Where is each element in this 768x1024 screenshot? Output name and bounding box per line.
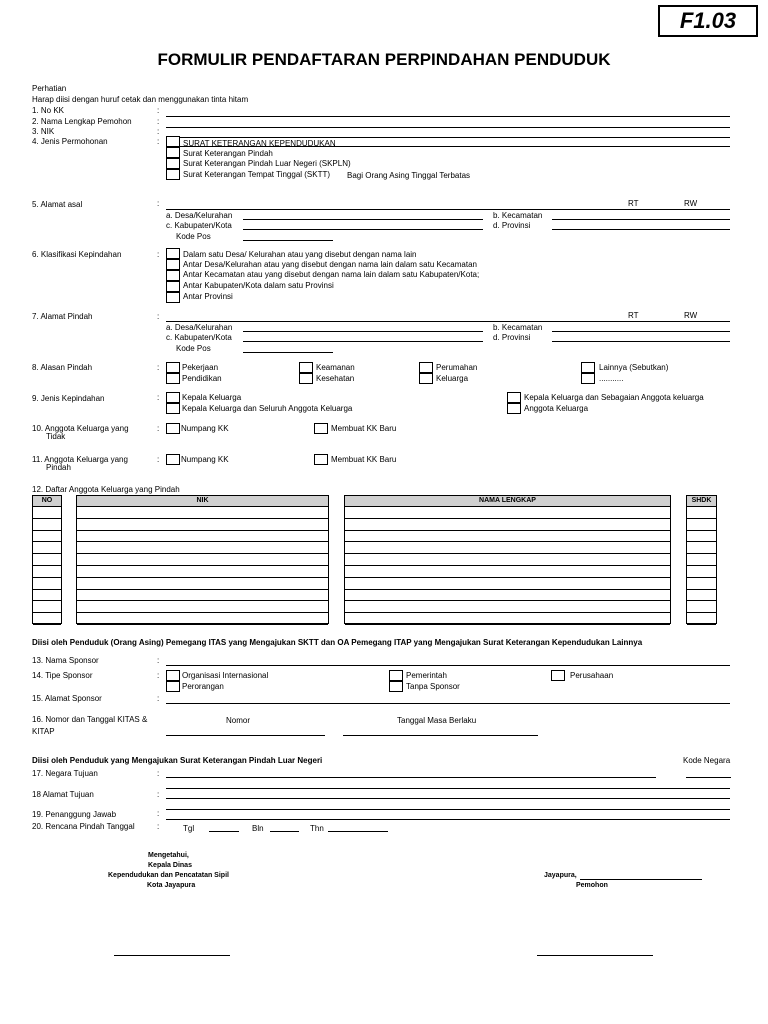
field-label-daftar-anggota: 12. Daftar Anggota Keluarga yang Pindah [32, 485, 180, 494]
checkbox-anggota[interactable] [507, 403, 521, 414]
table-header-no: NO [33, 496, 61, 507]
notice-label: Perhatian [32, 84, 67, 93]
table-row[interactable] [33, 600, 61, 601]
provinsi-input[interactable] [552, 229, 730, 230]
option-label: Antar Provinsi [183, 292, 233, 301]
checkbox-perumahan[interactable] [419, 362, 433, 373]
table-row[interactable] [77, 624, 328, 625]
kecamatan-input[interactable] [552, 219, 730, 220]
option-label: Pendidikan [182, 374, 222, 383]
checkbox-pekerjaan[interactable] [166, 362, 180, 373]
signature-line-kepala-dinas[interactable] [114, 955, 230, 956]
colon: : [157, 199, 160, 208]
field-label-nama-pemohon: 2. Nama Lengkap Pemohon [32, 117, 132, 126]
colon: : [157, 694, 160, 703]
kode-pos-label: Kode Pos [176, 232, 211, 241]
negara-tujuan-input[interactable] [166, 777, 656, 778]
colon: : [157, 809, 160, 818]
checkbox-klasifikasi-4[interactable] [166, 281, 180, 292]
table-row[interactable] [77, 565, 328, 566]
section-abroad-heading: Diisi oleh Penduduk yang Mengajukan Surat Keterangan Pindah Luar Negeri [32, 756, 323, 765]
checkbox-klasifikasi-2[interactable] [166, 259, 180, 270]
option-label: Kesehatan [316, 374, 355, 383]
option-label: Lainnya (Sebutkan) [599, 363, 669, 372]
tanggal-label: Tanggal Masa Berlaku [397, 716, 477, 725]
table-row[interactable] [33, 553, 61, 554]
alamat-tujuan-input[interactable] [166, 788, 730, 789]
checkbox-perusahaan[interactable] [551, 670, 565, 681]
checkbox-keluarga[interactable] [419, 373, 433, 384]
colon: : [157, 671, 160, 680]
option-label: Surat Keterangan Tempat Tinggal (SKTT) [183, 170, 331, 179]
nama-sponsor-input[interactable] [166, 665, 730, 666]
table-row[interactable] [345, 565, 670, 566]
nomor-label: Nomor [226, 716, 251, 725]
provinsi-label: d. Provinsi [493, 221, 531, 230]
checkbox-perorangan[interactable] [166, 681, 180, 692]
bln-input[interactable] [270, 831, 299, 832]
option-label: Keamanan [316, 363, 355, 372]
field-label-kitap: KITAP [32, 727, 55, 736]
alamat-pindah-input[interactable] [166, 321, 730, 322]
table-row[interactable] [687, 565, 716, 566]
table-row[interactable] [345, 553, 670, 554]
desa-input[interactable] [243, 331, 483, 332]
table-row[interactable] [33, 541, 61, 542]
table-row[interactable] [77, 553, 328, 554]
kode-negara-input[interactable] [686, 777, 731, 778]
field-label-anggota-pindah-2: Pindah [46, 463, 71, 472]
option-label: Tanpa Sponsor [406, 682, 460, 691]
checkbox-pemerintah[interactable] [389, 670, 403, 681]
table-row[interactable] [345, 624, 670, 625]
section-foreign-heading: Diisi oleh Penduduk (Orang Asing) Pemegang ITAS yang Mengajukan SKTT dan OA Pemegang ITAP yang Mengajukan Surat Keterangan Kependudukan Lainnya [32, 638, 643, 647]
colon: : [157, 769, 160, 778]
table-row[interactable] [345, 600, 670, 601]
table-row[interactable] [687, 518, 716, 519]
field-label-klasifikasi: 6. Klasifikasi Kepindahan [32, 250, 122, 259]
alamat-tujuan-input-2[interactable] [166, 798, 730, 799]
kitas-nomor-input[interactable] [166, 735, 325, 736]
checkbox-organisasi[interactable] [166, 670, 180, 681]
option-label: Dalam satu Desa/ Kelurahan atau yang disebut dengan nama lain [183, 250, 417, 259]
table-header-shdk: SHDK [687, 496, 716, 507]
table-row[interactable] [33, 624, 61, 625]
field-label-alamat-tujuan: 18 Alamat Tujuan [32, 790, 94, 799]
table-row[interactable] [345, 518, 670, 519]
option-label: Pemerintah [406, 671, 447, 680]
table-header-nama: NAMA LENGKAP [345, 496, 670, 507]
desa-label: a. Desa/Kelurahan [166, 323, 233, 332]
checkbox-numpang-kk-2[interactable] [166, 454, 180, 465]
kode-pos-input[interactable] [243, 352, 333, 353]
table-header-nik: NIK [77, 496, 328, 507]
field-label-negara-tujuan: 17. Negara Tujuan [32, 769, 98, 778]
kecamatan-label: b. Kecamatan [493, 323, 543, 332]
table-row[interactable] [687, 600, 716, 601]
checkbox-klasifikasi-1[interactable] [166, 248, 180, 259]
table-row[interactable] [687, 612, 716, 613]
kitas-tanggal-input[interactable] [343, 735, 538, 736]
field-label-no-kk: 1. No KK [32, 106, 65, 115]
sign-date-input[interactable] [580, 879, 702, 880]
sign-left-line-2: Kepala Dinas [148, 862, 192, 869]
table-row[interactable] [77, 600, 328, 601]
checkbox-skp[interactable] [166, 147, 180, 158]
desa-label: a. Desa/Kelurahan [166, 211, 233, 220]
colon: : [157, 656, 160, 665]
kode-negara-label: Kode Negara [683, 756, 731, 765]
checkbox-skpln[interactable] [166, 158, 180, 169]
notice-instruction: Harap diisi dengan huruf cetak dan menggunakan tinta hitam [32, 95, 249, 104]
kabupaten-label: c. Kabupaten/Kota [166, 221, 232, 230]
kabupaten-input[interactable] [243, 229, 483, 230]
checkbox-kk-seluruh[interactable] [166, 403, 180, 414]
option-label: Kepala Keluarga [182, 393, 242, 402]
checkbox-tanpa-sponsor[interactable] [389, 681, 403, 692]
checkbox-kesehatan[interactable] [299, 373, 313, 384]
colon: : [157, 137, 160, 146]
colon: : [157, 790, 160, 799]
penanggung-jawab-input-2[interactable] [166, 819, 730, 820]
table-row[interactable] [687, 541, 716, 542]
tgl-label: Tgl [183, 824, 195, 833]
field-label-jenis-permohonan: 4. Jenis Permohonan [32, 137, 108, 146]
colon: : [157, 127, 160, 136]
table-row[interactable] [687, 624, 716, 625]
option-label: Antar Kabupaten/Kota dalam satu Provinsi [183, 281, 334, 290]
field-label-anggota-pindah: 11. Anggota Keluarga yang [32, 455, 128, 464]
table-row[interactable] [77, 541, 328, 542]
option-label: Kepala Keluarga dan Sebagaian Anggota keluarga [524, 393, 704, 402]
sign-place: Jayapura, [544, 872, 577, 879]
field-label-anggota-tidak-2: Tidak [46, 432, 66, 441]
option-label: Numpang KK [181, 455, 229, 464]
colon: : [157, 455, 160, 464]
field-label-jenis-kepindahan: 9. Jenis Kepindahan [32, 394, 105, 403]
field-label-anggota-tidak: 10. Anggota Keluarga yang [32, 424, 129, 433]
table-row[interactable] [33, 530, 61, 531]
table-row[interactable] [345, 530, 670, 531]
checkbox-kk-baru[interactable] [314, 423, 328, 434]
table-col-shdk [686, 495, 717, 624]
kode-pos-label: Kode Pos [176, 344, 211, 353]
alamat-sponsor-input[interactable] [166, 703, 730, 704]
field-label-nik: 3. NIK [32, 127, 55, 136]
colon: : [157, 424, 160, 433]
table-row[interactable] [687, 577, 716, 578]
table-row[interactable] [33, 565, 61, 566]
form-code: F1.03 [658, 5, 758, 37]
rw-label: RW [684, 311, 698, 320]
option-label: Bagi Orang Asing Tinggal Terbatas [347, 171, 471, 180]
option-label: Antar Kecamatan atau yang disebut dengan nama lain dalam satu Kabupaten/Kota; [183, 270, 480, 279]
checkbox-numpang-kk[interactable] [166, 423, 180, 434]
tgl-input[interactable] [209, 831, 239, 832]
sign-role-pemohon: Pemohon [576, 882, 608, 889]
option-label: Anggota Keluarga [524, 404, 589, 413]
option-label: Surat Keterangan Pindah Luar Negeri (SKPLN) [183, 159, 351, 168]
provinsi-input[interactable] [552, 341, 730, 342]
field-label-alamat-asal: 5. Alamat asal [32, 200, 83, 209]
thn-input[interactable] [328, 831, 388, 832]
kode-pos-input[interactable] [243, 240, 333, 241]
colon: : [157, 250, 160, 259]
desa-input[interactable] [243, 219, 483, 220]
thn-label: Thn [310, 824, 324, 833]
checkbox-kk-sebagian[interactable] [507, 392, 521, 403]
checkbox-kk-baru-2[interactable] [314, 454, 328, 465]
checkbox-klasifikasi-3[interactable] [166, 270, 180, 281]
rt-label: RT [628, 311, 639, 320]
checkbox-pendidikan[interactable] [166, 373, 180, 384]
table-row[interactable] [33, 518, 61, 519]
nik-input[interactable] [166, 137, 730, 138]
checkbox-sktt[interactable] [166, 169, 180, 180]
kecamatan-label: b. Kecamatan [493, 211, 543, 220]
table-col-nik [76, 495, 329, 624]
table-col-nama [344, 495, 671, 624]
sign-left-line-4: Kota Jayapura [147, 882, 196, 889]
option-label: Perorangan [182, 682, 224, 691]
field-label-rencana-pindah: 20. Rencana Pindah Tanggal [32, 822, 135, 831]
option-label: Antar Desa/Kelurahan atau yang disebut dengan nama lain dalam satu Kecamatan [183, 260, 477, 269]
kecamatan-input[interactable] [552, 331, 730, 332]
table-row[interactable] [77, 577, 328, 578]
checkbox-lainnya[interactable] [581, 362, 595, 373]
no-kk-input[interactable] [166, 116, 730, 117]
colon: : [157, 393, 160, 402]
colon: : [157, 106, 160, 115]
field-label-alamat-sponsor: 15. Alamat Sponsor [32, 694, 102, 703]
table-row[interactable] [77, 530, 328, 531]
colon: : [157, 117, 160, 126]
lainnya-dots: ........... [599, 374, 624, 383]
field-label-penanggung-jawab: 19. Penanggung Jawab [32, 810, 117, 819]
field-label-kitas: 16. Nomor dan Tanggal KITAS & [32, 715, 148, 724]
option-label: Numpang KK [181, 424, 229, 433]
option-label: SURAT KETERANGAN KEPENDUDUKAN [183, 139, 336, 148]
checkbox-kepala-keluarga[interactable] [166, 392, 180, 403]
table-row[interactable] [33, 612, 61, 613]
kabupaten-label: c. Kabupaten/Kota [166, 333, 232, 342]
table-row[interactable] [345, 612, 670, 613]
checkbox-lainnya-2[interactable] [581, 373, 595, 384]
rt-label: RT [628, 199, 639, 208]
table-col-no [32, 495, 62, 624]
table-row[interactable] [687, 589, 716, 590]
checkbox-keamanan[interactable] [299, 362, 313, 373]
alamat-asal-input[interactable] [166, 209, 730, 210]
table-row[interactable] [77, 518, 328, 519]
colon: : [157, 822, 160, 831]
table-row[interactable] [687, 530, 716, 531]
table-row[interactable] [345, 589, 670, 590]
field-label-alamat-pindah: 7. Alamat Pindah [32, 312, 93, 321]
field-label-nama-sponsor: 13. Nama Sponsor [32, 656, 99, 665]
bln-label: Bln [252, 824, 264, 833]
checkbox-klasifikasi-5[interactable] [166, 292, 180, 303]
option-label: Perusahaan [570, 671, 614, 680]
table-row[interactable] [33, 589, 61, 590]
signature-line-pemohon[interactable] [537, 955, 653, 956]
option-label: Membuat KK Baru [331, 424, 397, 433]
table-row[interactable] [687, 553, 716, 554]
sign-left-line-1: Mengetahui, [148, 852, 189, 859]
option-label: Surat Keterangan Pindah [183, 149, 273, 158]
provinsi-label: d. Provinsi [493, 333, 531, 342]
table-row[interactable] [345, 577, 670, 578]
penanggung-jawab-input[interactable] [166, 809, 730, 810]
checkbox-skk[interactable] [166, 136, 180, 147]
table-row[interactable] [77, 589, 328, 590]
table-row[interactable] [77, 612, 328, 613]
rw-label: RW [684, 199, 698, 208]
kabupaten-input[interactable] [243, 341, 483, 342]
colon: : [157, 363, 160, 372]
option-label: Keluarga [436, 374, 469, 383]
field-label-tipe-sponsor: 14. Tipe Sponsor [32, 671, 93, 680]
colon: : [157, 312, 160, 321]
field-label-alasan: 8. Alasan Pindah [32, 363, 93, 372]
option-label: Pekerjaan [182, 363, 219, 372]
table-row[interactable] [345, 541, 670, 542]
option-label: Kepala Keluarga dan Seluruh Anggota Keluarga [182, 404, 353, 413]
option-label: Membuat KK Baru [331, 455, 397, 464]
option-label: Perumahan [436, 363, 478, 372]
option-label: Organisasi Internasional [182, 671, 269, 680]
sign-left-line-3: Kependudukan dan Pencatatan Sipil [108, 872, 229, 879]
table-row[interactable] [33, 577, 61, 578]
form-title: FORMULIR PENDAFTARAN PERPINDAHAN PENDUDUK [157, 50, 611, 69]
nama-pemohon-input[interactable] [166, 127, 730, 128]
